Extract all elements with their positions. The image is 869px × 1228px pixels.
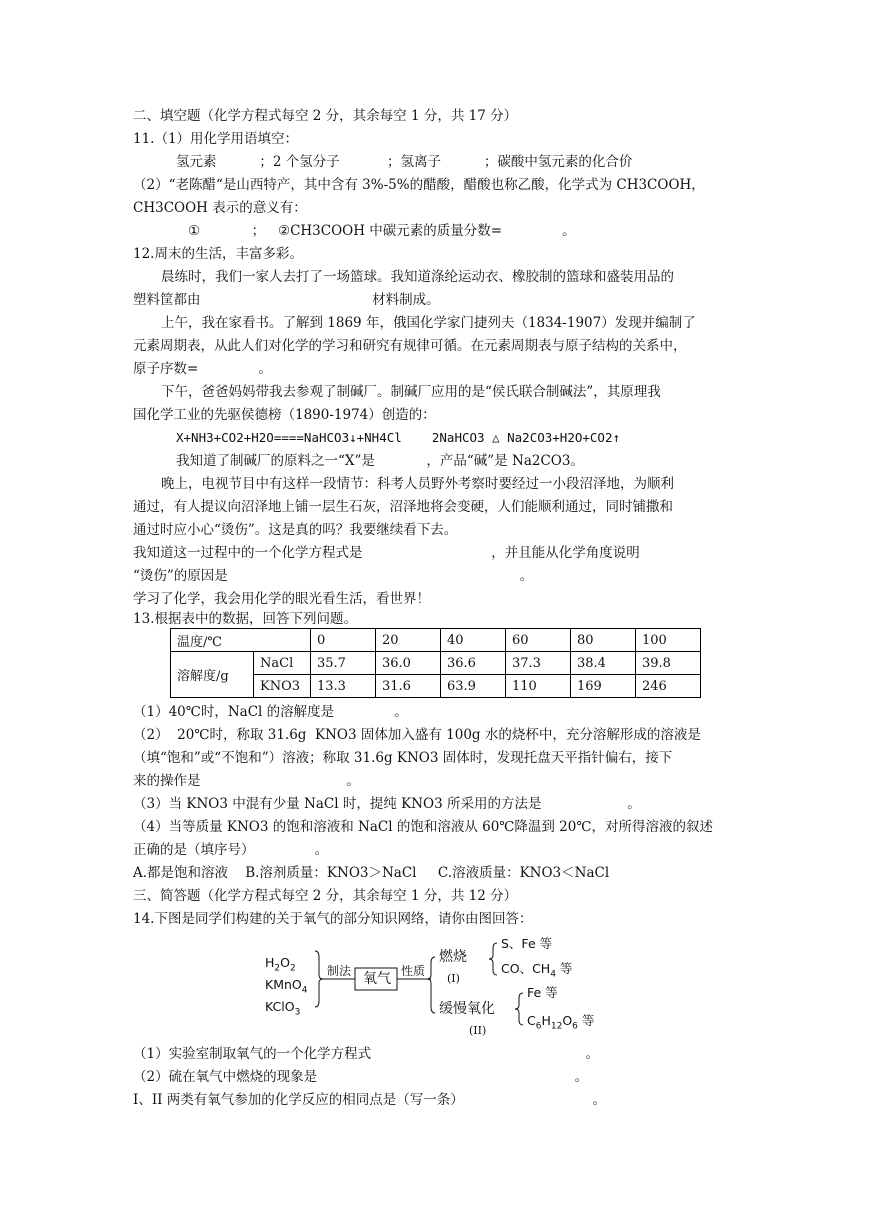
table-cell: 31.6 [376, 675, 441, 698]
q12-line-1: 12.周末的生活，丰富多彩。 [133, 246, 303, 262]
slow-item-a: Fe 等 [527, 985, 558, 1000]
table-cell: 40 [441, 629, 506, 652]
method-h2o2: $H_2O_2$ [265, 955, 296, 974]
q11-line-4: CH3COOH 表示的意义有： [133, 200, 307, 216]
table-cell: 20 [376, 629, 441, 652]
q13-part-4b: 正确的是（填序号） 。 [133, 842, 329, 858]
burn-item-a: S、Fe 等 [501, 936, 553, 951]
table-cell: 63.9 [441, 675, 506, 698]
method-kmno4: KMnO$_4$ [265, 977, 308, 996]
table-cell: 60 [506, 629, 571, 652]
q11-line-2: 氢元素 ；2 个氢分子 ；氢离子 ；碳酸中氢元素的化合价 [176, 154, 633, 170]
q11-line-1: 11.（1）用化学用语填空： [133, 131, 299, 147]
table-cell: 80 [571, 629, 636, 652]
center-oxygen: 氧气 [363, 971, 391, 987]
table-cell: 37.3 [506, 652, 571, 675]
q11-line-3: （2）“老陈醋“是山西特产，其中含有 3%-5%的醋酸，醋酸也称乙酸，化学式为 CH3COOH， [133, 177, 705, 193]
table-cell: 35.7 [311, 652, 376, 675]
q14-line-1: 14.下图是同学们构建的关于氧气的部分知识网络，请你由图回答： [133, 911, 533, 927]
table-row-label: NaCl [254, 652, 311, 675]
section-2-heading: 二、填空题（化学方程式每空 2 分，其余每空 1 分，共 17 分） [133, 108, 518, 124]
table-row-label: KNO3 [254, 675, 311, 698]
table-cell: 110 [506, 675, 571, 698]
q12-line-16: 学习了化学，我会用化学的眼光看生活，看世界！ [133, 591, 430, 607]
q12-line-10: 我知道了制碱厂的原料之一“X”是 ，产品“碱”是 Na2CO3。 [176, 453, 584, 469]
q12-line-6: 原子序数= 。 [133, 361, 272, 377]
q14-part-1: （1）实验室制取氧气的一个化学方程式 。 [133, 1046, 600, 1062]
label-slow-oxidation: 缓慢氧化 [439, 1001, 495, 1017]
table-cell: 39.8 [636, 652, 701, 675]
table-row [171, 652, 701, 675]
solubility-table [170, 628, 701, 698]
q12-line-5: 元素周期表，从此人们对化学的学习和研究有规律可循。在元素周期表与原子结构的关系中， [133, 338, 687, 354]
table-header-solubility: 溶解度/g [171, 652, 254, 698]
q13-line-1: 13.根据表中的数据，回答下列问题。 [133, 611, 357, 627]
label-combustion: 燃烧 [439, 949, 467, 965]
q13-part-2b: （填“饱和”或“不饱和”）溶液；称取 31.6g KNO3 固体时，发现托盘天平指针偏右，接下 [133, 750, 673, 766]
q13-part-2a: （2） 20℃时，称取 31.6g KNO3 固体加入盛有 100g 水的烧杯中，充分溶解形成的溶液是 [133, 727, 701, 743]
table-cell: 13.3 [311, 675, 376, 698]
label-category-2: (II) [469, 1024, 487, 1037]
table-cell: 38.4 [571, 652, 636, 675]
q12-line-3: 塑料筐都由 材料制成。 [133, 292, 440, 308]
q12-line-2: 晨练时，我们一家人去打了一场篮球。我知道涤纶运动衣、橡胶制的篮球和盛装用品的 [161, 269, 674, 285]
label-property: 性质 [401, 964, 426, 978]
table-cell: 0 [311, 629, 376, 652]
q12-line-8: 国化学工业的先驱侯德榜（1890-1974）创造的： [133, 407, 436, 423]
q12-line-14: 我知道这一过程中的一个化学方程式是 ，并且能从化学角度说明 [133, 545, 640, 561]
table-cell: 36.0 [376, 652, 441, 675]
label-category-1: (I) [447, 972, 460, 985]
q12-line-12: 通过，有人提议向沼泽地上铺一层生石灰，沼泽地将会变硬，人们能顺利通过，同时铺撒和 [133, 499, 673, 515]
q14-part-2: （2）硫在氧气中燃烧的现象是 。 [133, 1069, 589, 1085]
q13-part-3: （3）当 KNO3 中混有少量 NaCl 时，提纯 KNO3 所采用的方法是 。 [133, 796, 641, 812]
q13-part-1: （1）40℃时，NaCl 的溶解度是 。 [133, 704, 408, 720]
q14-part-3: I、II 两类有氧气参加的化学反应的相同点是（写一条） 。 [133, 1092, 607, 1108]
q12-line-7: 下午，爸爸妈妈带我去参观了制碱厂。制碱厂应用的是“侯氏联合制碱法”，其原理我 [161, 384, 661, 400]
q12-equations: X+NH3+CO2+H2O====NaHCO3↓+NH4Cl 2NaHCO3 △ Na2CO3+H2O+CO2↑ [176, 430, 621, 445]
q12-line-11: 晚上，电视节目中有这样一段情节：科考人员野外考察时要经过一小段沼泽地，为顺利 [161, 476, 674, 492]
oxygen-knowledge-diagram [255, 935, 615, 1040]
q12-line-4: 上午，我在家看书。了解到 1869 年，俄国化学家门捷列夫（1834-1907）发现并编制了 [161, 315, 696, 331]
q13-part-2c: 来的操作是 。 [133, 773, 360, 789]
table-row [171, 629, 701, 652]
section-3-heading: 三、简答题（化学方程式每空 2 分，其余每空 1 分，共 12 分） [133, 888, 518, 904]
slow-item-b: $C_6H_{12}O_6$ 等 [527, 1013, 595, 1032]
q12-line-13: 通过时应小心“烫伤”。这是真的吗？我要继续看下去。 [133, 522, 458, 538]
table-header-temp: 温度/℃ [171, 629, 311, 652]
table-cell: 169 [571, 675, 636, 698]
table-cell: 246 [636, 675, 701, 698]
q12-line-15: “烫伤”的原因是 。 [133, 568, 534, 584]
burn-item-b: CO、$CH_4$ 等 [501, 961, 573, 980]
table-cell: 36.6 [441, 652, 506, 675]
q13-options: A.都是饱和溶液 B.溶剂质量：KNO3＞NaCl C.溶液质量：KNO3＜NaCl [133, 865, 610, 881]
method-kclo3: KClO$_3$ [265, 999, 301, 1018]
q13-part-4a: （4）当等质量 KNO3 的饱和溶液和 NaCl 的饱和溶液从 60℃降温到 20℃，对所得溶液的叙述 [133, 819, 713, 835]
q11-line-5: ① ； ②CH3COOH 中碳元素的质量分数= 。 [188, 223, 576, 239]
label-method: 制法 [327, 964, 352, 978]
table-cell: 100 [636, 629, 701, 652]
